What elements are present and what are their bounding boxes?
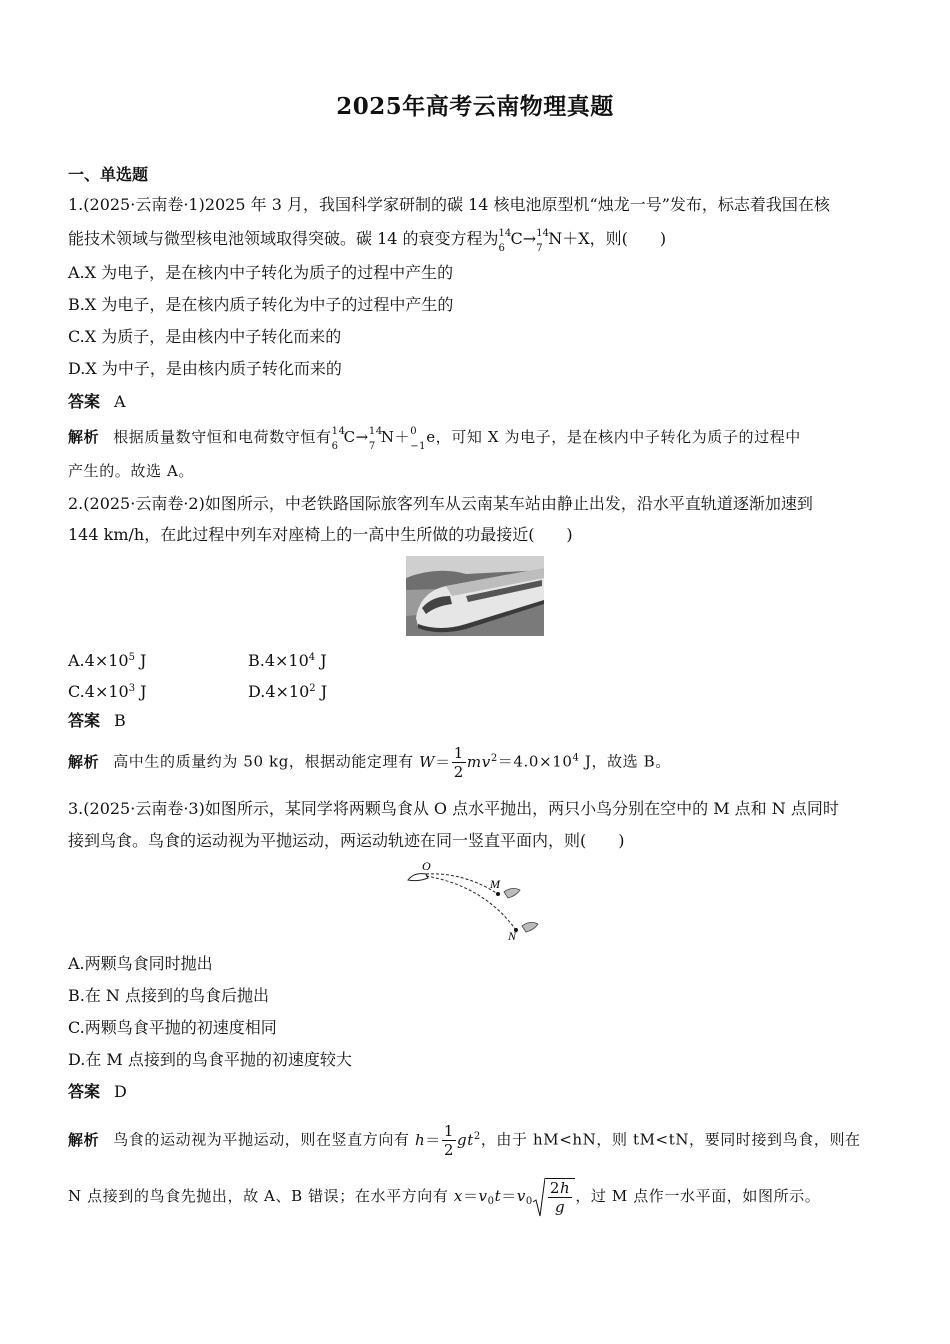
vertical-motion-formula: h＝ $\frac{1}{2}$ $gt^2$ <box>414 1122 481 1159</box>
point-o-label: O <box>422 859 431 873</box>
answer-value: D <box>114 1082 127 1101</box>
q2-option-b: $B.4\times 10^4$ J <box>248 651 327 670</box>
analysis-text: N 点接到的鸟食先抛出，故 A、B 错误；在水平方向有 <box>68 1187 449 1205</box>
q3-stem-line-2: 接到鸟食。鸟食的运动视为平抛运动，两运动轨迹在同一竖直平面内，则( ) <box>68 831 625 850</box>
q2-options-row-2 <box>68 678 488 703</box>
q2-stem-line-2: 144 km/h，在此过程中列车对座椅上的一高中生所做的功最接近( ) <box>68 525 573 544</box>
analysis-text-tail: ，可知 X 为电子，是在核内中子转化为质子的过程中 <box>435 428 801 446</box>
q2-option-a: $A.4\times 10^5$ J <box>68 651 147 670</box>
decay-equation-full: 14 6 C→ 14 7 N＋ 0 −1 e <box>331 426 436 452</box>
analysis-text-mid: ，由于 hM<hN，则 tM<tN，要同时接到鸟食，则在 <box>480 1130 861 1149</box>
q2-option-c: $C.4\times 10^3$ J <box>68 682 147 701</box>
q1-stem-line-2 <box>68 228 667 254</box>
q3-answer <box>68 1081 127 1103</box>
analysis-text-tail: ，过 M 点作一水平面，如图所示。 <box>575 1187 821 1205</box>
q1-answer <box>68 391 126 413</box>
answer-label: 答案 <box>68 711 101 730</box>
projectile-diagram <box>404 856 554 946</box>
kinetic-energy-formula: W＝ $\frac{1}{2}$ $mv^2$ <box>419 744 498 781</box>
section-heading: 一、单选题 <box>68 165 149 184</box>
q3-stem-line-1: 3.(2025·云南卷·3)如图所示，某同学将两颗鸟食从 O 点水平抛出，两只小鸟分别在空中的 M 点和 N 点同时 <box>68 799 839 818</box>
q3-analysis-line-2 <box>68 1178 820 1216</box>
q1-analysis-line-2: 产生的。故选 A。 <box>68 462 195 480</box>
decay-equation: 14 6 C→ 14 7 N＋X <box>498 228 590 254</box>
q3-option-d: D.在 M 点接到的鸟食平抛的初速度较大 <box>68 1050 352 1069</box>
q3-option-a: A.两颗鸟食同时抛出 <box>68 954 213 973</box>
q1-stem-tail: ，则( ) <box>589 229 667 248</box>
answer-value: B <box>114 711 126 730</box>
answer-label: 答案 <box>68 1082 101 1101</box>
q1-option-a: A.X 为电子，是在核内中子转化为质子的过程中产生的 <box>68 263 454 282</box>
analysis-text: 根据质量数守恒和电荷数守恒有 <box>113 428 332 446</box>
q1-analysis-line-1 <box>68 426 801 452</box>
analysis-label: 解析 <box>68 1130 100 1149</box>
q2-answer <box>68 710 126 732</box>
answer-label: 答案 <box>68 392 101 411</box>
page-title: 2025年高考云南物理真题 <box>336 93 614 120</box>
q2-analysis: 解析 高中生的质量约为 50 kg，根据动能定理有 W＝ $\frac{1}{2}$ $mv^2=4.0\times 10^4$ J，故选 B。 <box>68 744 671 781</box>
q3-analysis-line-1 <box>68 1122 861 1159</box>
point-m-label: M <box>490 877 500 891</box>
q2-stem-line-1: 2.(2025·云南卷·2)如图所示，中老铁路国际旅客列车从云南某车站由静止出发，沿水平直轨道逐渐加速到 <box>68 494 813 513</box>
train-photo <box>406 556 544 636</box>
point-n-label: N <box>508 929 517 943</box>
q1-stem-text: 能技术领域与微型核电池领域取得突破。碳 14 的衰变方程为 <box>68 229 499 248</box>
analysis-text: 高中生的质量约为 50 kg，根据动能定理有 <box>113 752 414 771</box>
analysis-label: 解析 <box>68 752 100 771</box>
q2-option-d: $D.4\times 10^2$ J <box>248 682 328 701</box>
q3-option-c: C.两颗鸟食平抛的初速度相同 <box>68 1018 277 1037</box>
q3-option-b: B.在 N 点接到的鸟食后抛出 <box>68 986 270 1005</box>
answer-value: A <box>114 392 126 411</box>
q2-options-row-1 <box>68 647 488 672</box>
q1-option-c: C.X 为质子，是由核内中子转化而来的 <box>68 327 342 346</box>
analysis-text: 鸟食的运动视为平抛运动，则在竖直方向有 <box>113 1130 410 1149</box>
q1-option-b: B.X 为电子，是在核内质子转化为中子的过程中产生的 <box>68 295 454 314</box>
q1-stem-line-1: 1.(2025·云南卷·1)2025 年 3 月，我国科学家研制的碳 14 核电池原型机“烛龙一号”发布，标志着我国在核 <box>68 195 830 214</box>
analysis-label: 解析 <box>68 428 100 446</box>
q1-option-d: D.X 为中子，是由核内质子转化而来的 <box>68 359 342 378</box>
horizontal-motion-formula: $x=v_0t=v_0$ $\frac{2h}{g}$ <box>454 1187 575 1205</box>
